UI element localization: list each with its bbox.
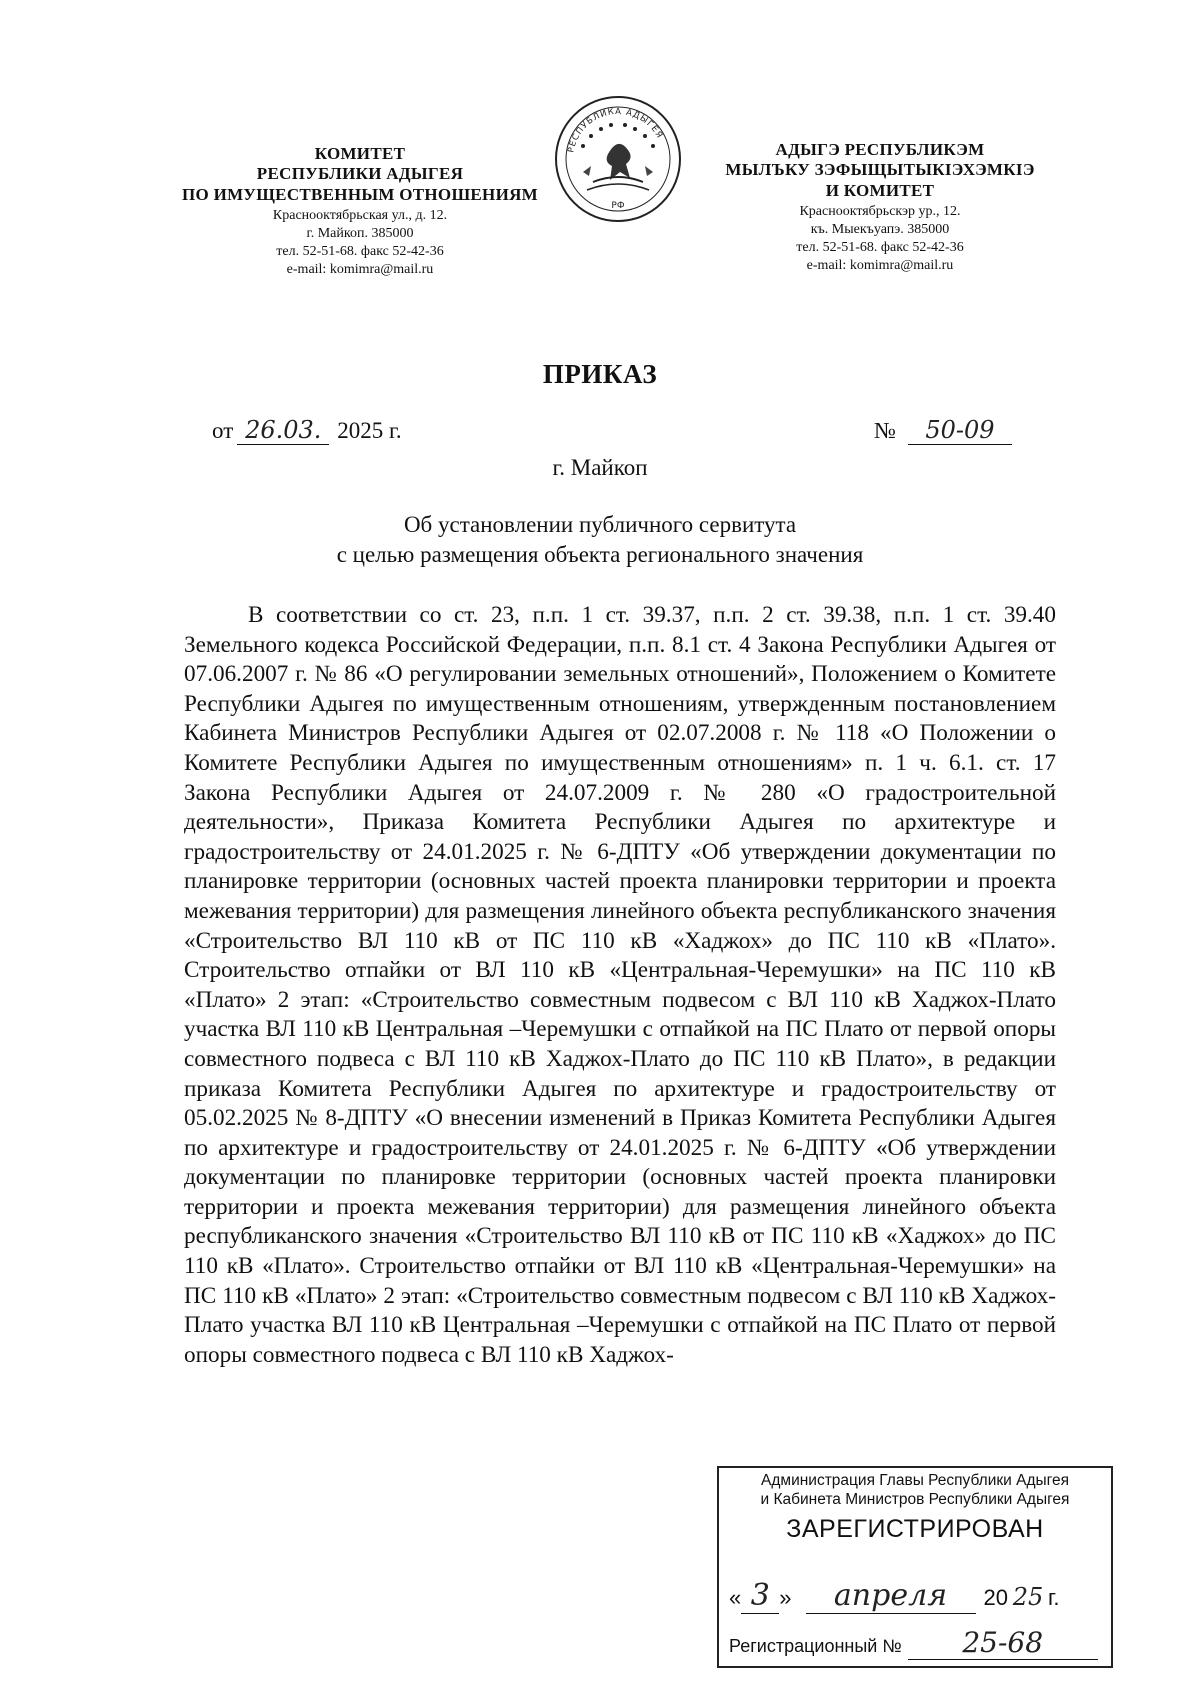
subject-line: с целью размещения объекта регионального значения xyxy=(336,542,864,567)
date-prefix: от xyxy=(212,418,234,443)
org-address xyxy=(170,208,550,278)
stamp-quote-close: » xyxy=(779,1585,792,1610)
stamp-org xyxy=(719,1471,1111,1509)
address-line: Краснооктябрьская ул., д. 12. xyxy=(272,208,448,224)
stamp-quote-open: « xyxy=(729,1585,742,1610)
stamp-reg-label: Регистрационный № xyxy=(729,1636,902,1656)
document-title: ПРИКАЗ xyxy=(542,359,658,389)
handwritten-number: 50-09 xyxy=(908,416,1012,445)
org-address xyxy=(685,204,1075,274)
header-left xyxy=(170,144,550,278)
address-line: e-mail: komimra@mail.ru xyxy=(806,257,954,273)
org-name-line: РЕСПУБЛИКИ АДЫГЕЯ xyxy=(256,164,464,184)
org-name-line: МЫЛЪКУ ЗЭФЫЩЫТЫКIЭХЭМКIЭ xyxy=(725,160,1035,180)
address-line: къ. Мыекъуапэ. 385000 xyxy=(810,221,950,237)
address-line: Краснооктябрьскэр ур., 12. xyxy=(799,204,961,220)
coat-of-arms-emblem xyxy=(553,94,683,224)
org-name-line: КОМИТЕТ xyxy=(314,144,406,163)
svg-text:РФ: РФ xyxy=(611,201,625,211)
org-name-line: И КОМИТЕТ xyxy=(825,180,935,200)
date-suffix: 2025 г. xyxy=(337,418,402,443)
stamp-reg-number: 25-68 xyxy=(908,1626,1098,1660)
order-number xyxy=(874,416,1012,445)
stamp-month: апреля xyxy=(806,1578,976,1614)
stamp-year: 25 xyxy=(1012,1583,1044,1611)
stamp-org-line: Администрация Главы Республики Адыгея xyxy=(761,1472,1069,1489)
subject-line: Об установлении публичного сервитута xyxy=(403,512,797,537)
order-subject xyxy=(0,510,1200,570)
svg-text:РЕСПУБЛИКА АДЫГЕЯ: РЕСПУБЛИКА АДЫГЕЯ xyxy=(566,106,665,154)
stamp-status: ЗАРЕГИСТРИРОВАН xyxy=(786,1515,1044,1543)
header-right xyxy=(685,140,1075,274)
stamp-registration xyxy=(729,1626,1101,1660)
stamp-org-line: и Кабинета Министров Республики Адыгея xyxy=(760,1491,1070,1508)
body-paragraph: В соответствии со ст. 23, п.п. 1 ст. 39.37, п.п. 2 ст. 39.38, п.п. 1 ст. 39.40 Земельного кодекса Российской Федерации, п.п. 8.1 ст. 4 Закона Республики Адыгея от 07.06.2007 г. № 86 «О регулировании земельных отношений», Положением о Комитете Республики Адыгея по имущественным отношениям, утвержденным постановлением Кабинета Министров Республики Адыгея от 02.07.2008 г. № 118 «О Положении о Комитете Республики Адыгея по имущественным отношениям» п. 1 ч. 6.1. ст. 17 Закона Республики Адыгея от 24.07.2009 г. № 280 «О градостроительной деятельности», Приказа Комитета Республики Адыгея по архитектуре и градостроительству от 24.01.2025 г. № 6-ДПТУ «Об утверждении документации по планировке территории (основных частей проекта планировки территории и проекта межевания территории) для размещения линейного объекта республиканского значения «Строительство ВЛ 110 кВ от ПС 110 кВ «Хаджох» до ПС 110 кВ «Плато». Строительство отпайки от ВЛ 110 кВ «Центральная-Черемушки» на ПС 110 кВ «Плато» 2 этап: «Строительство совместным подвесом с ВЛ 110 кВ Хаджох-Плато участка ВЛ 110 кВ Центральная –Черемушки с отпайкой на ПС Плато от первой опоры совместного подвеса с ВЛ 110 кВ Хаджох-Плато до ПС 110 кВ Плато», в редакции приказа Комитета Республики Адыгея по архитектуре и градостроительству от 05.02.2025 № 8-ДПТУ «О внесении изменений в Приказ Комитета Республики Адыгея по архитектуре и градостроительству от 24.01.2025 г. № 6-ДПТУ «Об утверждении документации по планировке территории (основных частей проекта планировки территории и проекта межевания территории) для размещения линейного объекта республиканского значения «Строительство ВЛ 110 кВ от ПС 110 кВ «Хаджох» до ПС 110 кВ «Плато». Строительство отпайки от ВЛ 110 кВ «Центральная-Черемушки» на ПС 110 кВ «Плато» 2 этап: «Строительство совместным подвесом с ВЛ 110 кВ Хаджох-Плато участка ВЛ 110 кВ Центральная –Черемушки с отпайкой на ПС Плато от первой опоры совместного подвеса с ВЛ 110 кВ Хаджох- xyxy=(184,602,1056,1368)
address-line: г. Майкоп. 385000 xyxy=(306,225,414,241)
stamp-day: 3 xyxy=(741,1578,779,1614)
registration-stamp xyxy=(717,1466,1113,1668)
stamp-year-prefix: 20 xyxy=(983,1585,1008,1610)
handwritten-date: 26.03. xyxy=(237,416,329,445)
org-name-line: ПО ИМУЩЕСТВЕННЫМ ОТНОШЕНИЯМ xyxy=(181,184,539,204)
address-line: тел. 52-51-68. факс 52-42-36 xyxy=(796,239,964,255)
org-name-line: АДЫГЭ РЕСПУБЛИКЭМ xyxy=(775,140,985,159)
stamp-year-suffix: г. xyxy=(1047,1585,1060,1610)
stamp-date xyxy=(729,1578,1101,1614)
address-line: тел. 52-51-68. факс 52-42-36 xyxy=(276,243,444,259)
number-prefix: № xyxy=(874,418,896,443)
order-city: г. Майкоп xyxy=(552,455,648,480)
order-date xyxy=(212,416,402,445)
address-line: e-mail: komimra@mail.ru xyxy=(286,261,434,277)
